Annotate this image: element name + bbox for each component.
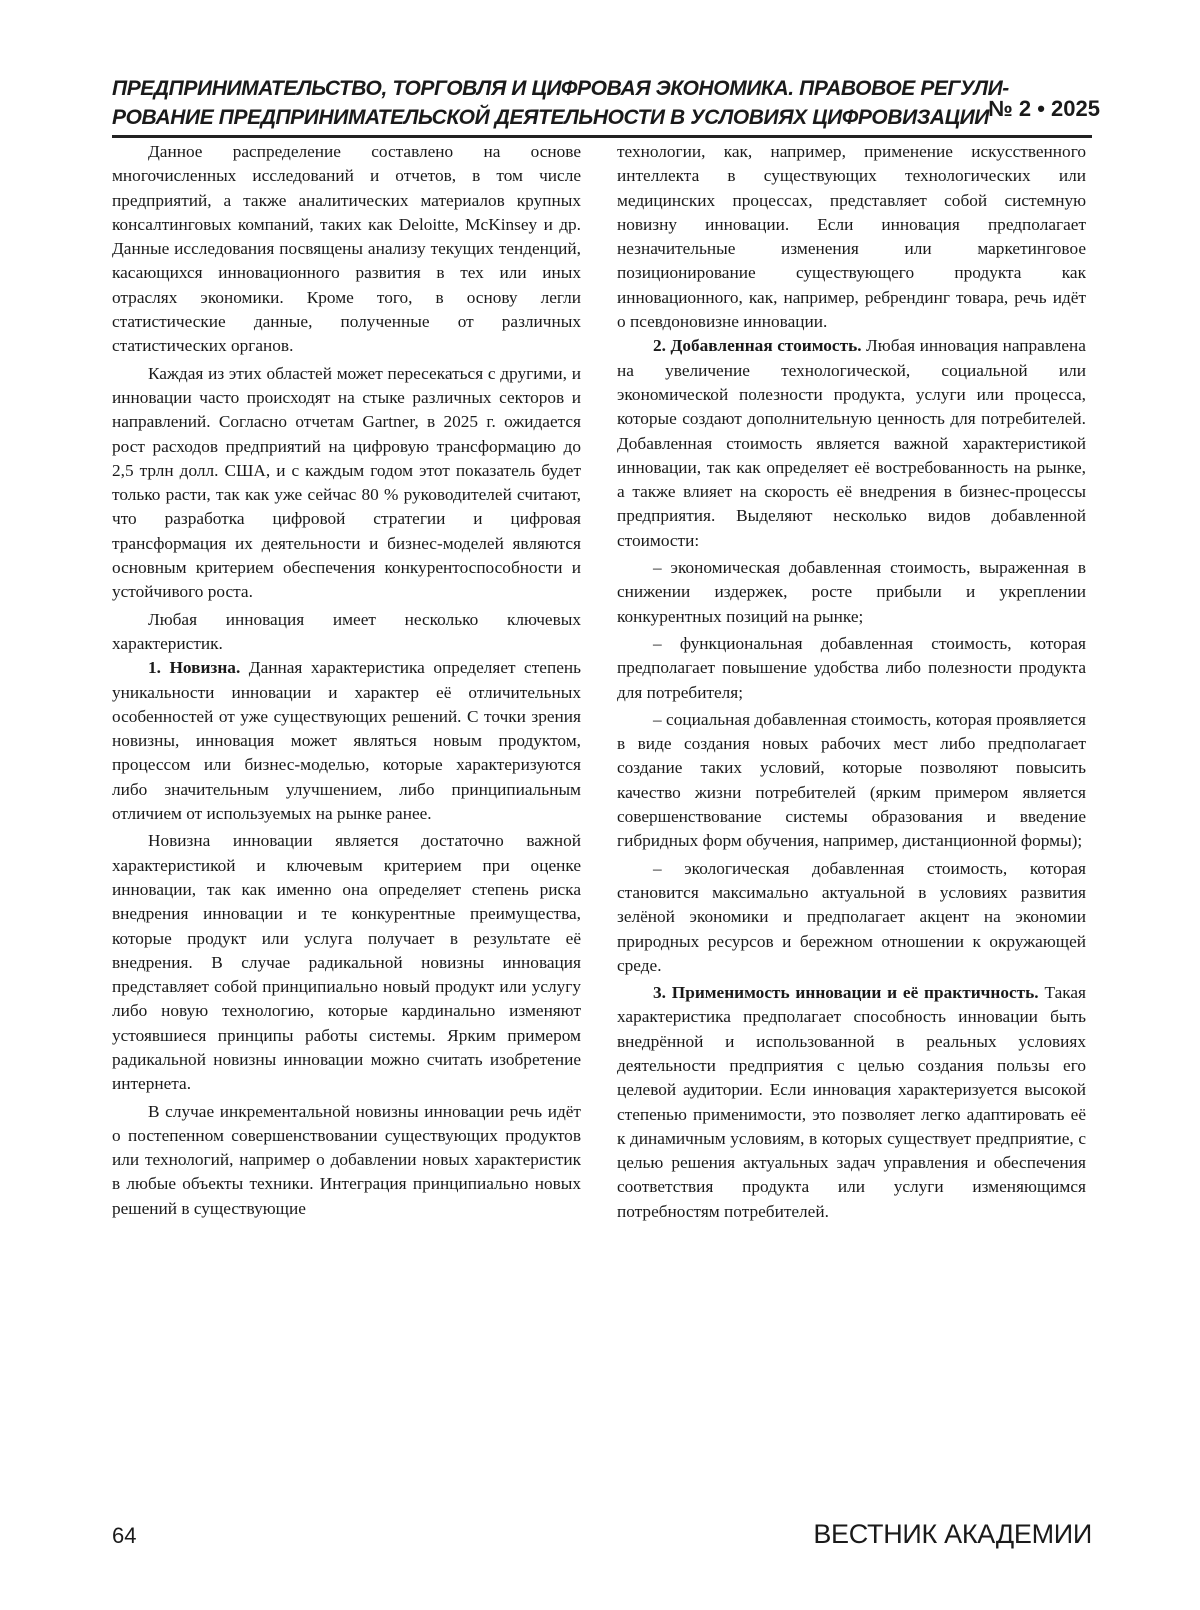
section-title-line-1: ПРЕДПРИНИМАТЕЛЬСТВО, ТОРГОВЛЯ И ЦИФРОВАЯ ЭКОНОМИКА. ПРАВОВОЕ РЕГУЛИ- — [112, 77, 1009, 100]
section-title-line-2: РОВАНИЕ ПРЕДПРИНИМАТЕЛЬСКОЙ ДЕЯТЕЛЬНОСТИ В УСЛОВИЯХ ЦИФРОВИЗАЦИИ — [112, 106, 990, 129]
list-item: – экологическая добавленная стоимость, которая становится максимально актуальной в условиях развития зелёной экономики и предполагает акцент на экономии природных ресурсов и бережном отношении к окружающей среде. — [617, 858, 1086, 975]
heading-added-value: 2. Добавленная стоимость. — [653, 336, 862, 356]
paragraph-text: Данная характеристика определяет степень уникальности инновации и характер её отличительных особенностей от уже существующих решений. С точки зрения новизны, инновация может являться новым продуктом, процессом или бизнес-моделью, которые характеризуются либо значительным улучшением, либо принципиальным отличием от используемых на рынке ранее. — [112, 658, 581, 824]
issue-number: № 2 • 2025 — [988, 96, 1100, 121]
list-item: – экономическая добавленная стоимость, выраженная в снижении издержек, росте прибыли и укреплении конкурентных позиций на рынке; — [617, 558, 1086, 626]
heading-novelty: 1. Новизна. — [148, 658, 241, 678]
paragraph: Каждая из этих областей может пересекаться с другими, и инновации часто происходят на стыке различных секторов и направлений. Согласно отчетам Gartner, в 2025 г. ожидается рост расходов предприятий на цифровую трансформацию до 2,5 трлн долл. США, и с каждым годом этот показатель будет только расти, так как уже сейчас 80 % руководителей считают, что разработка цифровой стратегии и цифровая трансформация их деятельности и бизнес-моделей являются основным критерием обеспечения конкурентоспособности и устойчивого роста. — [112, 363, 581, 602]
left-column — [112, 140, 581, 1221]
paragraph: Любая инновация имеет несколько ключевых характеристик. — [112, 609, 581, 653]
paragraph: Новизна инновации является достаточно важной характеристикой и ключевым критерием при оценке инновации, так как именно она определяет степень риска внедрения инновации и те конкурентные преимущества, которые продукт или услуга получает в результате её внедрения. В случае радикальной новизны инновация представляет собой принципиально новый продукт или услугу либо новую технологию, которые кардинально изменяют устоявшиеся принципы работы системы. Ярким примером радикальной новизны инновации можно считать изобретение интернета. — [112, 831, 581, 1094]
heading-applicability: 3. Применимость инновации и её практичность. — [653, 983, 1039, 1003]
paragraph-text: Такая характеристика предполагает способность инновации быть внедрённой и использованной в реальных условиях деятельности предприятия с целью создания пользы его целевой аудитории. Если инновация характеризуется высокой степенью применимости, это позволяет легко адаптировать её к динамичным условиям, в которых существует предприятие, с целью решения актуальных задач управления и обеспечения соответствия продукта или услуги изменяющимся потребностям потребителей. — [617, 983, 1086, 1221]
list-item: – функциональная добавленная стоимость, которая предполагает повышение удобства либо полезности продукта для потребителя; — [617, 633, 1086, 702]
list-item: – социальная добавленная стоимость, которая проявляется в виде создания новых рабочих мест либо предполагает создание таких условий, которые позволяют повысить качество жизни потребителей (ярким примером является совершенствование системы образования и введение гибридных форм обучения, например, дистанционной формы); — [617, 709, 1086, 851]
paragraph-added-value — [617, 334, 1086, 553]
section-title — [112, 74, 1009, 132]
right-column — [617, 140, 1086, 1224]
paragraph-text: Любая инновация направлена на увеличение технологической, социальной или экономической полезности продукта, услуги или процесса, которые создают дополнительную ценность для потребителей. Добавленная стоимость является важной характеристикой инновации, так как определяет её востребованность на рынке, а также влияет на скорость её внедрения в бизнес-процессы предприятия. Выделяют несколько видов добавленной стоимости: — [617, 336, 1086, 550]
paragraph-applicability — [617, 981, 1086, 1224]
journal-name: ВЕСТНИК АКАДЕМИИ — [813, 1519, 1092, 1549]
paragraph: В случае инкрементальной новизны инновации речь идёт о постепенном совершенствовании существующих продуктов или технологий, например о добавлении новых характеристик в любые объекты техники. Интеграция принципиально новых решений в существующие — [112, 1101, 581, 1218]
paragraph: Данное распределение составлено на основе многочисленных исследований и отчетов, в том числе предприятий, а также аналитических материалов крупных консалтинговых компаний, таких как Deloitte, McKinsey и др. Данные исследования посвящены анализу текущих тенденций, касающихся инновационного развития в тех или иных отраслях экономики. Кроме того, в основу легли статистические данные, полученные от различных статистических органов. — [112, 142, 581, 356]
running-header — [112, 72, 1100, 134]
header-divider — [112, 135, 1092, 138]
paragraph: технологии, как, например, применение искусственного интеллекта в существующих технологических или медицинских процессах, представляет собой системную новизну инновации. Если инновация предполагает незначительные изменения или маркетинговое позиционирование существующего продукта как инновационного, как, например, ребрендинг товара, речь идёт о псевдоновизне инновации. — [617, 142, 1086, 332]
page-number: 64 — [112, 1523, 137, 1548]
paragraph-novelty — [112, 656, 581, 826]
